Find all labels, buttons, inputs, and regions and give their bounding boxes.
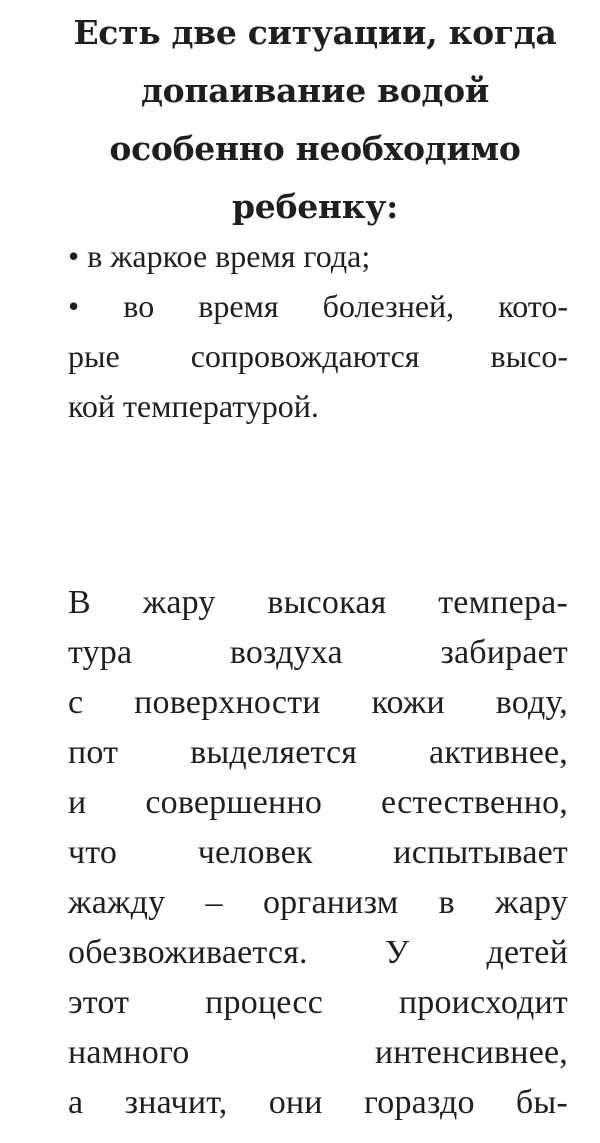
- list-item: [68, 231, 568, 281]
- paragraph-line: что человек испытывает: [68, 834, 568, 871]
- list-item-line: рые сопровождаются высо-: [68, 338, 568, 374]
- paragraph-line: с поверхности кожи воду,: [68, 684, 568, 721]
- paragraph-line: пот выделяется активнее,: [68, 734, 568, 771]
- paragraph-line: В жару высокая темпера-: [68, 584, 568, 621]
- paragraph-line: намного интенсивнее,: [68, 1034, 568, 1071]
- heading-line: допаивание водой: [140, 71, 490, 110]
- heading-line: особенно необходимо: [109, 129, 521, 168]
- situations-list: [68, 231, 568, 431]
- list-item: [68, 281, 568, 431]
- section-heading: [60, 4, 570, 236]
- body-paragraph: [68, 578, 568, 1128]
- heading-line: ребенку:: [232, 187, 398, 226]
- paragraph-line: обезвоживается. У детей: [68, 934, 568, 971]
- list-item-line: • во время болезней, кото-: [68, 288, 568, 324]
- paragraph-line: и совершенно естественно,: [68, 784, 568, 821]
- paragraph-line: этот процесс происходит: [68, 984, 568, 1021]
- list-item-line: кой температурой.: [68, 388, 319, 424]
- list-item-line: • в жаркое время года;: [68, 238, 371, 274]
- paragraph-line: жажду – организм в жару: [68, 884, 568, 921]
- paragraph-line: а значит, они гораздо бы-: [68, 1084, 568, 1121]
- paragraph-line: тура воздуха забирает: [68, 634, 568, 671]
- heading-line: Есть две ситуации, когда: [73, 13, 557, 52]
